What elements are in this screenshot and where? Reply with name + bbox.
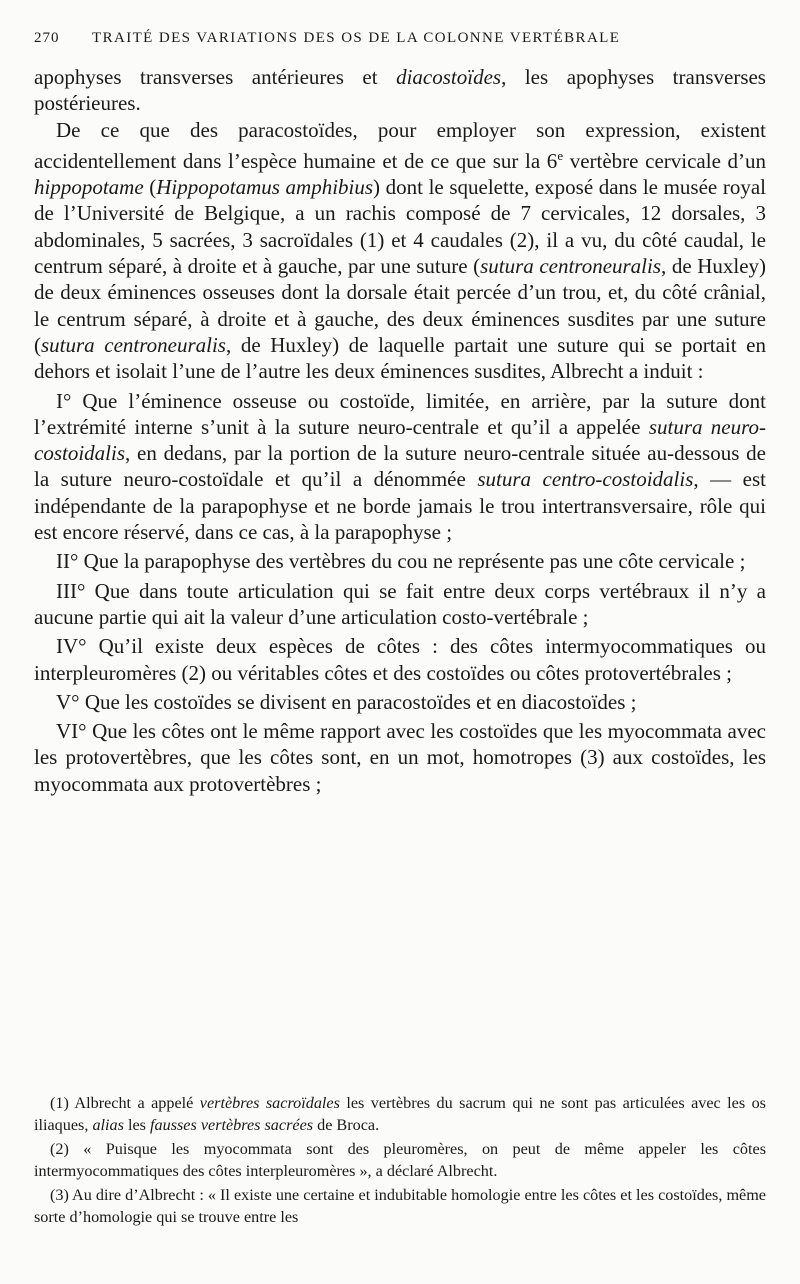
list-item-2: II° Que la parapophyse des vertèbres du cou ne représente pas une côte cervicale ; [56,549,746,574]
footnotes [34,1093,766,1231]
list-item-5: V° Que les costoïdes se divisent en paracostoïdes et en diacostoïdes ; [56,689,637,714]
page-header [34,30,774,52]
footnote-1: (1) Albrecht a appelé vertèbres sacroïdales les vertèbres du sacrum qui ne sont pas articulées avec les os iliaques, alias les fausses vertèbres sacrées de Broca. [34,1094,766,1134]
paragraph-albrecht-observation: De ce que des paracostoïdes, pour employer son expression, existent accidentellement dans l’espèce humaine et de ce que sur la 6e vertèbre cervicale d’un hippopotame (Hippopotamus amphibius) dont le squelette, exposé dans le musée royal de l’Université de Belgique, a un rachis composé de 7 cervicales, 12 dorsales, 3 abdominales, 5 sacrées, 3 sacroïdales (1) et 4 caudales (2), il a vu, du côté caudal, le centrum séparé, à droite et à gauche, par une suture (sutura centroneuralis, de Huxley) de deux éminences osseuses dont la dorsale était percée d’un trou, et, du côté crânial, le centrum séparé, à droite et à gauche, des deux éminences susdites par une suture (sutura centroneuralis, de Huxley) de laquelle partait une suture qui se portait en dehors et isolait l’une de l’autre les deux éminences susdites, Albrecht a induit : [34,117,767,384]
list-item-6: VI° Que les côtes ont le même rapport avec les costoïdes que les myocommata avec les protovertèbres, que les côtes sont, en un mot, homotropes (3) aux costoïdes, les myocommata aux protovertèbres ; [34,719,766,796]
list-item-3: III° Que dans toute articulation qui se fait entre deux corps vertébraux il n’y a aucune partie qui ait la valeur d’une articulation costo-vertébrale ; [34,578,766,629]
footnote-2: (2) « Puisque les myocommata sont des pleuromères, on peut de même appeler les côtes intermyocommatiques des côtes interpleuromères », a déclaré Albrecht. [34,1140,766,1180]
footnote-3: (3) Au dire d’Albrecht : « Il existe une certaine et indubitable homologie entre les côtes et les costoïdes, même sorte d’homologie qui se trouve entre les [34,1186,766,1226]
paragraph-continuation: apophyses transverses antérieures et diacostoïdes, les apophyses transverses postérieures. [34,65,766,116]
main-text [34,64,766,797]
list-item-1: I° Que l’éminence osseuse ou costoïde, limitée, en arrière, par la suture dont l’extrémité interne s’unit à la suture neuro-centrale et qu’il a appelée sutura neuro-costoidalis, en dedans, par la portion de la suture neuro-centrale située au-dessous de la suture neuro-costoïdale et qu’il a dénommée sutura centro-costoidalis, — est indépendante de la parapophyse et ne borde jamais le trou intertransversaire, rôle qui est encore réservé, dans ce cas, à la parapophyse ; [34,388,766,545]
list-item-4: IV° Qu’il existe deux espèces de côtes : des côtes intermyocommatiques ou interpleuromères (2) ou véritables côtes et des costoïdes ou côtes protovertébrales ; [34,634,766,685]
running-title: TRAITÉ DES VARIATIONS DES OS DE LA COLONNE VERTÉBRALE [92,30,621,46]
page-number: 270 [34,30,60,46]
